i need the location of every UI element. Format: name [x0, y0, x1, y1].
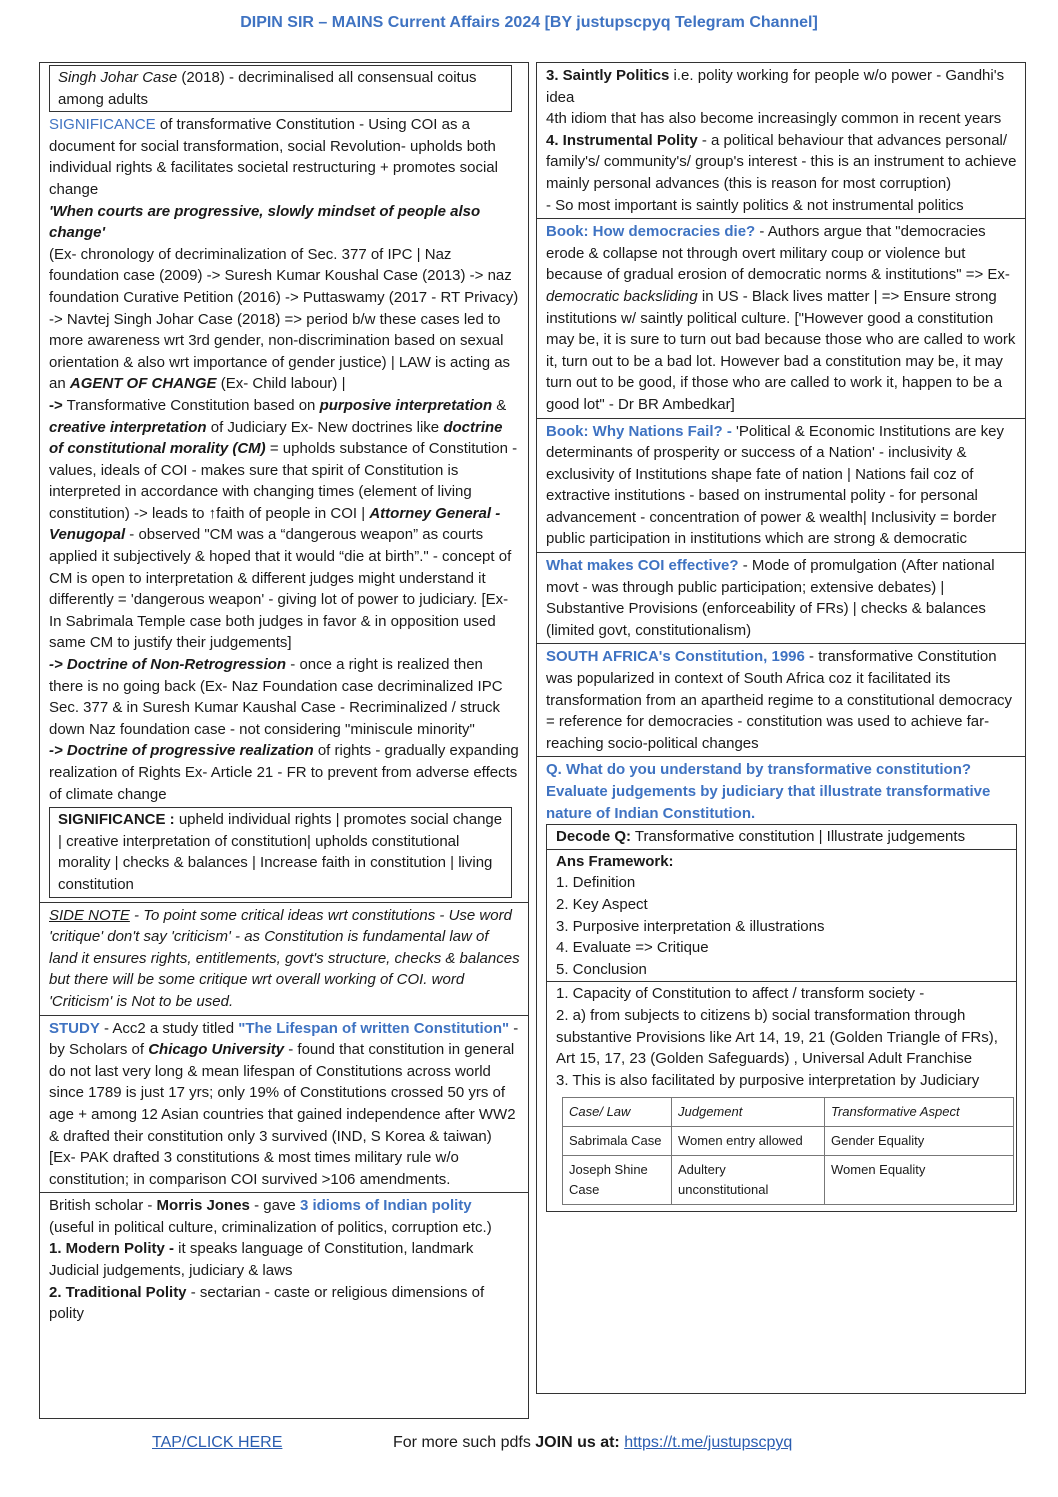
nations-section	[537, 419, 1025, 554]
text-run: of Judiciary Ex- New doctrines like	[206, 418, 444, 436]
decode-text: Transformative constitution | Illustrate judgements	[631, 828, 966, 846]
question-text: Q. What do you understand by transformative constitution? Evaluate judgements by judiciary that illustrate transformative nature of Indian Constitution.	[546, 761, 991, 822]
progressive-realization: -> Doctrine of progressive realization	[49, 742, 314, 760]
column-header: Case/ Law	[563, 1098, 672, 1127]
study-section	[40, 1016, 528, 1194]
footer-text	[393, 1434, 792, 1452]
effective-section	[537, 553, 1025, 644]
text-run: 'Political & Economic Institutions are key determinants of prosperity or success of a Nation' - inclusivity & exclusivity of Institutions shape fate of nation | Nations fail coz of extractive institutions - based on instrumental polity - for personal advancement - concentration of power & wealth| Inclusivity = border public participation in institutions which are strong & democratic	[546, 422, 1004, 548]
side-note-section	[40, 903, 528, 1016]
footer-join: JOIN us at:	[535, 1434, 625, 1451]
instrumental-polity: 4. Instrumental Polity	[546, 131, 698, 149]
table-row	[563, 1127, 1014, 1156]
question-section	[537, 757, 1025, 1218]
text-run: (useful in political culture, criminalization of politics, corruption etc.)	[49, 1218, 492, 1236]
table-cell: Women Equality	[825, 1156, 1014, 1205]
table-cell: Joseph Shine Case	[563, 1156, 672, 1205]
chicago-university: Chicago University	[148, 1041, 285, 1059]
text-run: - Authors argue that "democracies erode & collapse not through overt military coup or violence but because of gradual erosion of democratic norms & institutions" => Ex-	[546, 223, 1010, 284]
arrow: ->	[49, 396, 63, 414]
saintly-section	[537, 63, 1025, 219]
framework-item: 4. Evaluate => Critique	[556, 939, 709, 957]
study-label: STUDY	[49, 1019, 100, 1037]
sig-box-text: upheld individual rights | promotes social change | creative interpretation of constitution| upholds constitutional morality | checks & balances | Increase faith in constitution | living constitution	[58, 811, 503, 893]
answer-point: 2. a) from subjects to citizens b) social transformation through substantive Provisions like Art 14, 19, 21 (Golden Triangle of FRs), Art 15, 17, 23 (Golden Safeguards) , Universal Adult Franchise	[556, 1006, 998, 1068]
cases-table	[562, 1097, 1014, 1205]
framework-item: 2. Key Aspect	[556, 895, 648, 913]
right-column	[536, 62, 1026, 1394]
answer-point: 1. Capacity of Constitution to affect / transform society -	[556, 985, 925, 1003]
column-header: Transformative Aspect	[825, 1098, 1014, 1127]
attorney-general: Attorney General - Venugopal	[49, 504, 501, 544]
democracies-section	[537, 219, 1025, 418]
creative-interpretation: creative interpretation	[49, 418, 207, 436]
saintly-politics: 3. Saintly Politics	[546, 67, 670, 84]
left-column	[39, 62, 529, 1419]
framework-item: 1. Definition	[556, 874, 636, 892]
table-header-row	[563, 1098, 1014, 1127]
non-retrogression: -> Doctrine of Non-Retrogression	[49, 656, 287, 674]
nations-heading: Book: Why Nations Fail? -	[546, 422, 732, 440]
significance-label: SIGNIFICANCE	[49, 116, 156, 134]
text-run: - gave	[249, 1197, 300, 1215]
fourth-idiom: 4th idiom that has also become increasingly common in recent years	[546, 110, 1002, 128]
sig-box-label: SIGNIFICANCE :	[58, 811, 175, 829]
answer-box	[546, 824, 1017, 1212]
framework-label: Ans Framework:	[556, 852, 674, 870]
johar-case: Singh Johar Case	[58, 69, 178, 86]
tap-click-link[interactable]: TAP/CLICK HERE	[152, 1434, 283, 1451]
saintly-conclusion: - So most important is saintly politics & not instrumental politics	[546, 196, 964, 214]
side-note-label: SIDE NOTE	[49, 906, 130, 924]
significance-box	[49, 807, 512, 897]
modern-polity: 1. Modern Polity -	[49, 1240, 175, 1258]
text-run: it speaks language of Constitution, landmark Judicial judgements, judiciary & laws	[49, 1240, 474, 1280]
morris-jones: Morris Jones	[156, 1197, 250, 1215]
johar-text: (2018) - decriminalised all consensual coitus among adults	[58, 69, 477, 108]
side-note-text: - To point some critical ideas wrt constitutions - Use word 'critique' don't say 'criticism' - as Constitution is fundamental law of land it ensures rights, entitlements, govt's structure, checks & balances but there will be some critique wrt overall working of COI. word 'Criticism' is Not to be used.	[49, 906, 520, 1010]
text-run: - sectarian - caste or religious dimensions of polity	[49, 1283, 485, 1323]
agent-of-change: AGENT OF CHANGE	[69, 375, 217, 393]
doctrine-cm: doctrine of constitutional morality (CM)	[49, 418, 503, 458]
effective-heading: What makes COI effective?	[546, 557, 739, 575]
significance-quote: 'When courts are progressive, slowly mindset of people also change'	[49, 202, 481, 242]
column-header: Judgement	[672, 1098, 825, 1127]
text-run: - Acc2 a study titled	[99, 1019, 239, 1037]
decode-row	[547, 825, 1016, 850]
text-run: in US - Black lives matter | => Ensure strong institutions w/ saintly political culture. ["However good a constitution may be, it is sure to turn out bad because those who are called to work it, turn out to be a bad lot. However bad a constitution may be, it may turn out to be good, if those who are called to work it, happen to be a good lot" - Dr BR Ambedkar]	[546, 287, 1016, 413]
telegram-link[interactable]: https://t.me/justupscpyq	[624, 1434, 793, 1451]
traditional-polity: 2. Traditional Polity	[49, 1283, 187, 1301]
johar-box	[49, 65, 512, 112]
significance-text: of transformative Constitution - Using COI as a document for social transformation, social Revolution- upholds both individual rights & facilitates societal restructuring + promotes social change	[49, 116, 498, 198]
table-cell: Gender Equality	[825, 1127, 1014, 1156]
text-run: &	[492, 396, 507, 414]
text-run: - Mode of promulgation (After national movt - was through public participation; extensive debates) | Substantive Provisions (enforceability of FRs) | checks & balances (limited govt, constitutionalism)	[546, 557, 995, 639]
text-run: - once a right is realized then there is no going back (Ex- Naz Foundation case decriminalized IPC Sec. 377 & in Suresh Kumar Kaushal Case - Recriminalized / struck down Naz foundation case - not considering "miniscule minority"	[49, 656, 503, 738]
agent-tail: (Ex- Child labour) |	[216, 375, 346, 393]
significance-section	[40, 112, 528, 902]
answer-point: 3. This is also facilitated by purposive interpretation by Judiciary	[556, 1071, 980, 1089]
south-africa-section	[537, 644, 1025, 757]
jones-section	[40, 1193, 528, 1327]
purposive-interpretation: purposive interpretation	[319, 396, 493, 414]
framework-row	[547, 850, 1016, 983]
text-run: Transformative Constitution based on	[62, 396, 320, 414]
democracies-heading: Book: How democracies die?	[546, 223, 756, 241]
text-run: - found that constitution in general do not last very long & mean lifespan of Constitutions across world since 1789 is just 17 yrs; only 19% of Constitutions crossed 50 yrs of age + among 12 Asian countries that gained independence after WW2 & drafted their constitution only 3 survived (IND, S Korea & taiwan) [Ex- PAK drafted 3 constitutions & most times military rule w/o constitution; in comparison COI survived >106 amendments.	[49, 1041, 516, 1188]
text-run: - observed "CM was a “dangerous weapon” as courts applied it subjectively & hoped that it would “die at birth”." - concept of CM is open to interpretation & different judges might understand it differently = 'dangerous weapon' - giving lot of power to judiciary. [Ex- In Sabrimala Temple case both judges in favor & in opposition used same CM to justify their judgements]	[49, 526, 512, 652]
text-run: i.e. polity working for people w/o power - Gandhi's idea	[546, 67, 1005, 106]
south-africa-heading: SOUTH AFRICA's Constitution, 1996	[546, 648, 805, 666]
text-run: - a political behaviour that advances personal/ family's/ community's/ group's interest - this is an instrument to achieve mainly personal advances (this is reason for most corruption)	[546, 131, 1017, 192]
decode-label: Decode Q:	[556, 828, 632, 846]
text-run: - by Scholars of	[49, 1019, 519, 1059]
footer-more: For more such pdfs	[393, 1434, 536, 1451]
framework-item: 5. Conclusion	[556, 960, 647, 978]
democratic-backsliding: democratic backsliding	[546, 287, 698, 305]
idioms-label: 3 idioms of Indian polity	[299, 1197, 472, 1215]
page-header: DIPIN SIR – MAINS Current Affairs 2024 [BY justupscpyq Telegram Channel]	[240, 14, 818, 31]
answer-row	[547, 982, 1016, 1211]
text-run: British scholar -	[49, 1197, 157, 1215]
text-run: - transformative Constitution was popularized in context of South Africa coz it facilitated its transformation from an apartheid regime to a constitutional democracy = reference for democracies - constitution was used to achieve far-reaching socio-political changes	[546, 648, 1013, 752]
table-cell: Women entry allowed	[672, 1127, 825, 1156]
table-row	[563, 1156, 1014, 1205]
table-cell: Sabrimala Case	[563, 1127, 672, 1156]
text-run: = upholds substance of Constitution -values, ideals of COI - makes sure that spirit of Constitution is interpreted in accordance with changing times (element of living constitution) -> leads to ↑faith of people in COI |	[49, 440, 518, 522]
text-run: of rights - gradually expanding realization of Rights Ex- Article 21 - FR to prevent from adverse effects of climate change	[49, 742, 519, 803]
johar-section	[40, 63, 528, 112]
table-cell: Adultery unconstitutional	[672, 1156, 825, 1205]
framework-item: 3. Purposive interpretation & illustrations	[556, 917, 825, 935]
decrim-example: (Ex- chronology of decriminalization of Sec. 377 of IPC | Naz foundation case (2009) -> Suresh Kumar Koushal Case (2013) -> naz foundation Curative Petition (2016) -> Puttaswamy (2017 - RT Privacy) -> Navtej Singh Johar Case (2018) => period b/w these cases led to more awareness wrt 3rd gender, non-discrimination based on sexual orientation & also wrt importance of gender justice) | LAW is acting as an	[49, 245, 519, 393]
study-title: "The Lifespan of written Constitution"	[238, 1019, 510, 1037]
